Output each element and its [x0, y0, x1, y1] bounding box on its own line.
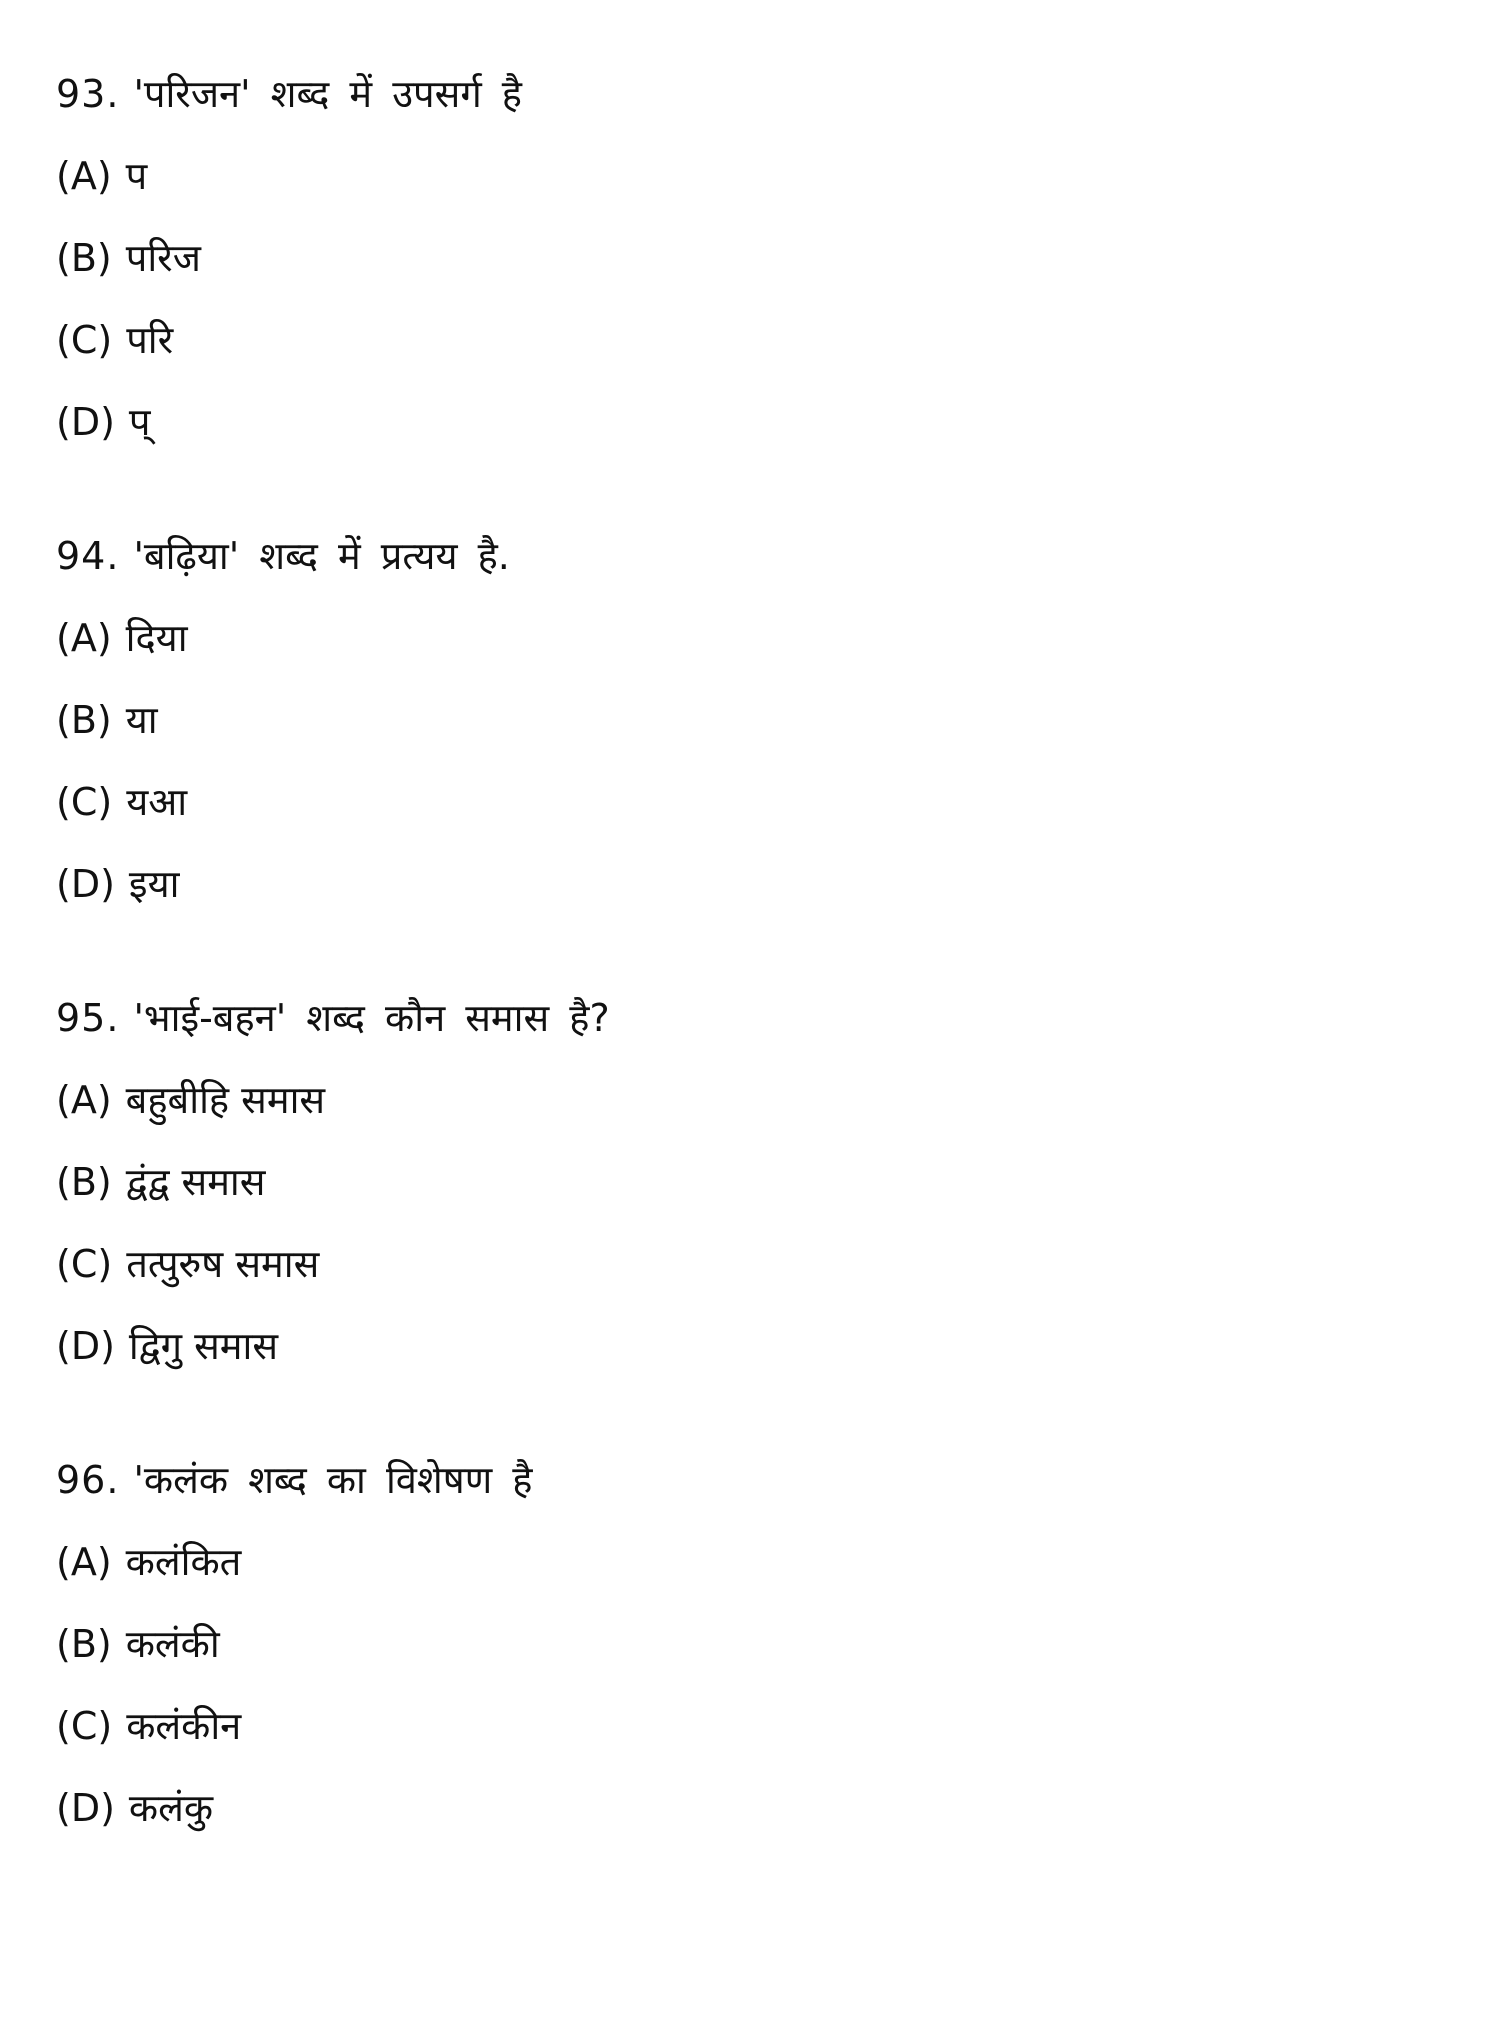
question-stem [56, 72, 1456, 116]
question-number: 93. [56, 72, 120, 116]
question-stem [56, 534, 1456, 578]
question-94 [56, 534, 1456, 906]
option-text: द्वंद्व समास [125, 1160, 266, 1204]
question-text: 'कलंक शब्द का विशेषण है [133, 1458, 533, 1502]
question-stem [56, 996, 1456, 1040]
option-c[interactable] [56, 780, 1456, 824]
question-stem [56, 1458, 1456, 1502]
option-text: या [125, 698, 158, 742]
option-label: (D) [56, 1324, 115, 1368]
option-text: दिया [125, 616, 188, 660]
question-text: 'बढ़िया' शब्द में प्रत्यय है. [133, 534, 510, 578]
option-d[interactable] [56, 1786, 1456, 1830]
option-label: (D) [56, 1786, 115, 1830]
option-c[interactable] [56, 318, 1456, 362]
option-text: कलंकी [125, 1622, 220, 1666]
option-text: कलंकु [128, 1786, 214, 1830]
option-d[interactable] [56, 1324, 1456, 1368]
option-text: इया [128, 862, 180, 906]
question-96 [56, 1458, 1456, 1830]
option-label: (A) [56, 154, 112, 198]
option-label: (B) [56, 236, 112, 280]
option-label: (C) [56, 1242, 113, 1286]
option-label: (A) [56, 616, 112, 660]
option-b[interactable] [56, 698, 1456, 742]
option-c[interactable] [56, 1704, 1456, 1748]
option-a[interactable] [56, 1540, 1456, 1584]
option-d[interactable] [56, 400, 1456, 444]
option-text: प [125, 154, 148, 198]
option-text: प् [128, 400, 151, 444]
option-label: (C) [56, 318, 113, 362]
option-label: (D) [56, 400, 115, 444]
option-text: तत्पुरुष समास [126, 1242, 320, 1286]
question-93 [56, 72, 1456, 444]
option-label: (D) [56, 862, 115, 906]
option-label: (B) [56, 1160, 112, 1204]
option-label: (A) [56, 1540, 112, 1584]
question-text: 'भाई-बहन' शब्द कौन समास है? [133, 996, 610, 1040]
option-d[interactable] [56, 862, 1456, 906]
option-c[interactable] [56, 1242, 1456, 1286]
question-number: 94. [56, 534, 120, 578]
option-b[interactable] [56, 1622, 1456, 1666]
option-text: द्विगु समास [128, 1324, 279, 1368]
option-b[interactable] [56, 236, 1456, 280]
question-number: 96. [56, 1458, 120, 1502]
option-a[interactable] [56, 616, 1456, 660]
question-page [56, 72, 1456, 1830]
option-label: (C) [56, 780, 113, 824]
question-text: 'परिजन' शब्द में उपसर्ग है [133, 72, 522, 116]
option-text: परि [126, 318, 174, 362]
option-text: बहुबीहि समास [125, 1078, 326, 1122]
option-a[interactable] [56, 1078, 1456, 1122]
option-text: कलंकित [125, 1540, 242, 1584]
option-label: (B) [56, 1622, 112, 1666]
option-text: कलंकीन [126, 1704, 242, 1748]
option-label: (A) [56, 1078, 112, 1122]
option-b[interactable] [56, 1160, 1456, 1204]
question-number: 95. [56, 996, 120, 1040]
option-label: (C) [56, 1704, 113, 1748]
option-text: यआ [126, 780, 188, 824]
option-a[interactable] [56, 154, 1456, 198]
option-label: (B) [56, 698, 112, 742]
option-text: परिज [125, 236, 201, 280]
question-95 [56, 996, 1456, 1368]
